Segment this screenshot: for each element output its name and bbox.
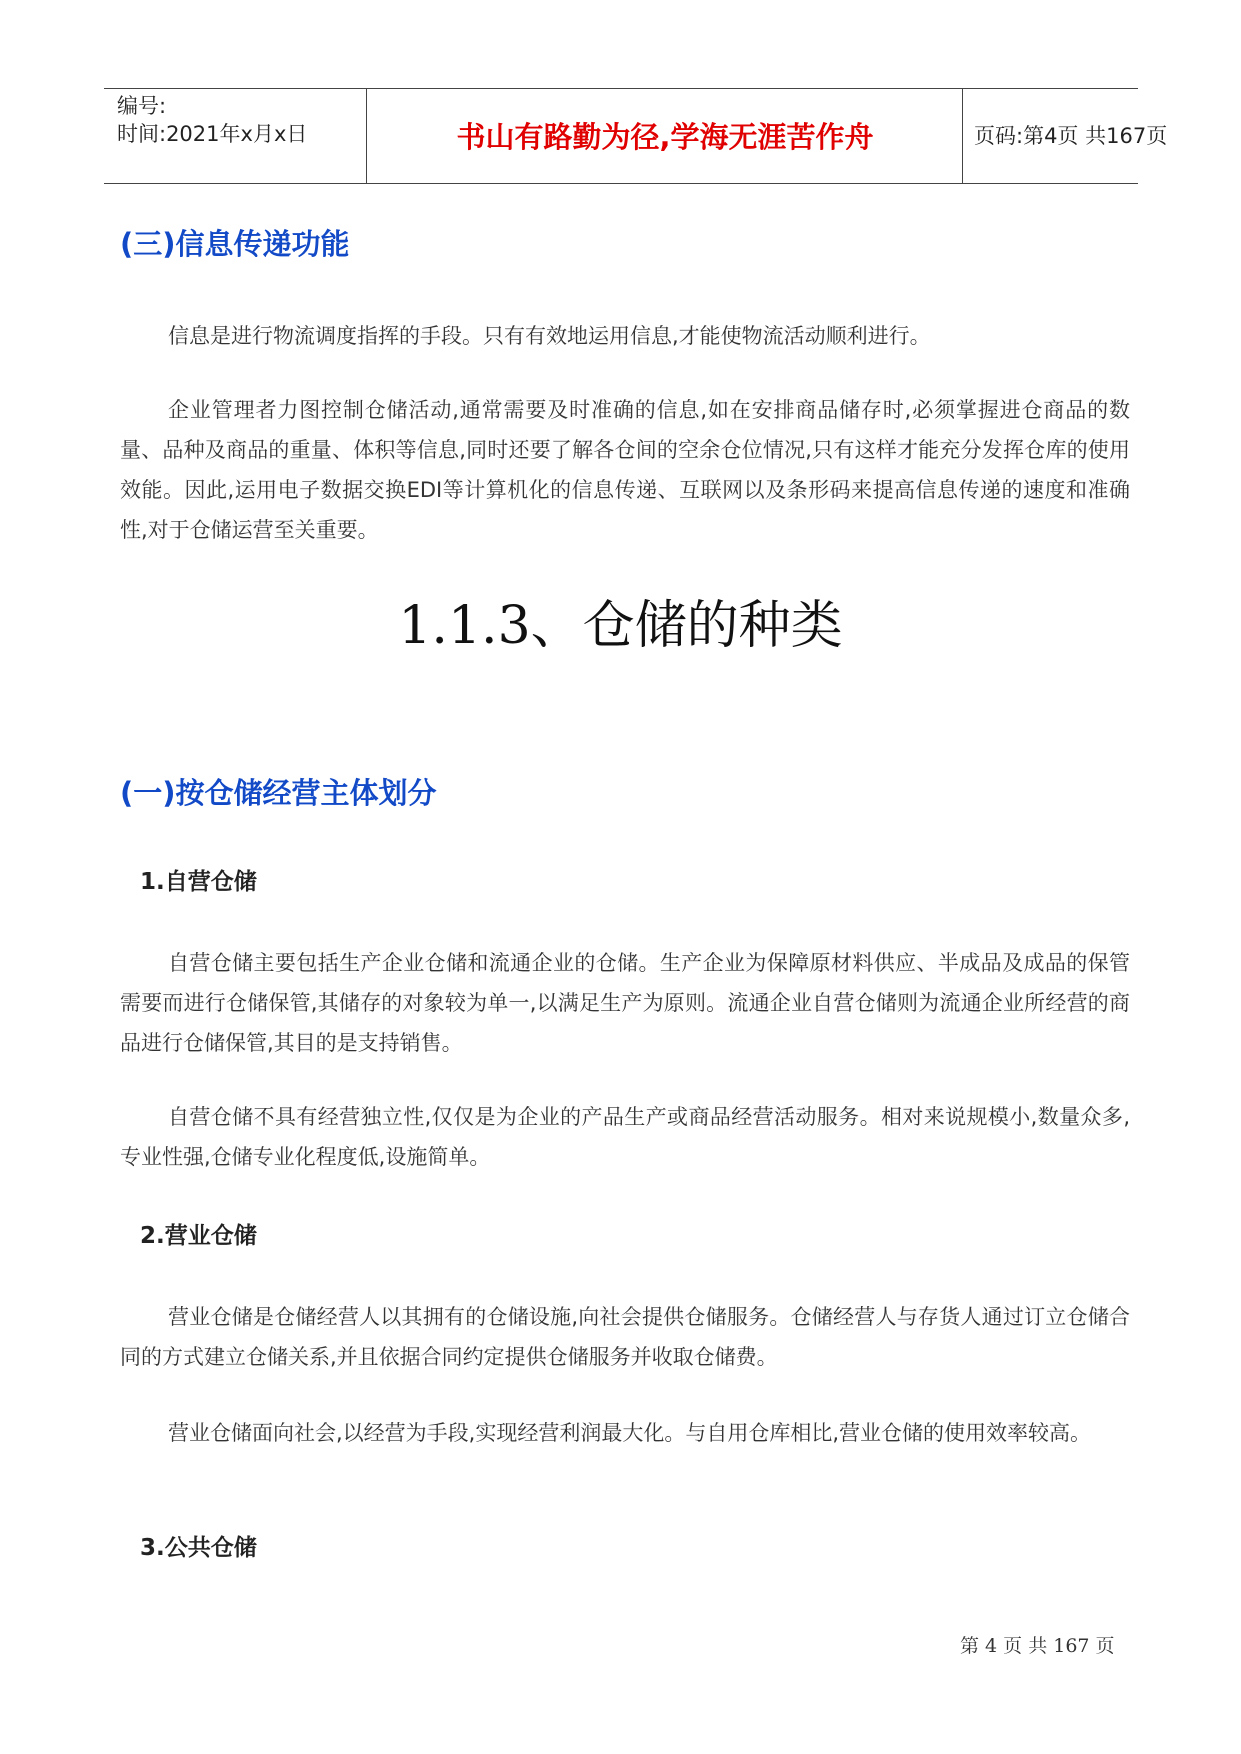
doc-time-label: 时间:2021年x月x日 [117, 122, 308, 146]
subheading-commercial: 2.营业仓储 [140, 1223, 257, 1249]
page-footer-number: 第 4 页 共 167 页 [960, 1635, 1115, 1657]
header-page-info: 页码:第4页 共167页 [974, 124, 1168, 148]
header-left-cell [104, 89, 367, 183]
subheading-self-operated: 1.自营仓储 [140, 869, 257, 895]
paragraph: 营业仓储是仓储经营人以其拥有的仓储设施,向社会提供仓储服务。仓储经营人与存货人通过订立仓储合同的方式建立仓储关系,并且依据合同约定提供仓储服务并收取仓储费。 [120, 1305, 1130, 1369]
paragraph: 企业管理者力图控制仓储活动,通常需要及时准确的信息,如在安排商品储存时,必须掌握进仓商品的数量、品种及商品的重量、体积等信息,同时还要了解各仓间的空余仓位情况,只有这样才能充分发挥仓库的使用效能。因此,运用电子数据交换EDI等计算机化的信息传递、互联网以及条形码来提高信息传递的速度和准确性,对于仓储运营至关重要。 [120, 398, 1130, 542]
subheading-public: 3.公共仓储 [140, 1535, 257, 1561]
header-right-cell [964, 89, 1168, 183]
section-heading-info-transfer: (三)信息传递功能 [120, 227, 350, 261]
header-middle-cell [368, 89, 963, 183]
paragraph: 营业仓储面向社会,以经营为手段,实现经营利润最大化。与自用仓库相比,营业仓储的使用效率较高。 [168, 1421, 1092, 1445]
page-header [104, 88, 1168, 184]
paragraph: 自营仓储不具有经营独立性,仅仅是为企业的产品生产或商品经营活动服务。相对来说规模小,数量众多,专业性强,仓储专业化程度低,设施简单。 [120, 1105, 1130, 1169]
doc-code-label: 编号: [117, 94, 167, 118]
header-motto: 书山有路勤为径,学海无涯苦作舟 [456, 120, 874, 154]
chapter-title: 1.1.3、仓储的种类 [398, 596, 843, 656]
section-heading-by-operator: (一)按仓储经营主体划分 [120, 776, 437, 810]
paragraph: 自营仓储主要包括生产企业仓储和流通企业的仓储。生产企业为保障原材料供应、半成品及成品的保管需要而进行仓储保管,其储存的对象较为单一,以满足生产为原则。流通企业自营仓储则为流通企业所经营的商品进行仓储保管,其目的是支持销售。 [120, 951, 1130, 1055]
paragraph: 信息是进行物流调度指挥的手段。只有有效地运用信息,才能使物流活动顺利进行。 [168, 324, 931, 348]
